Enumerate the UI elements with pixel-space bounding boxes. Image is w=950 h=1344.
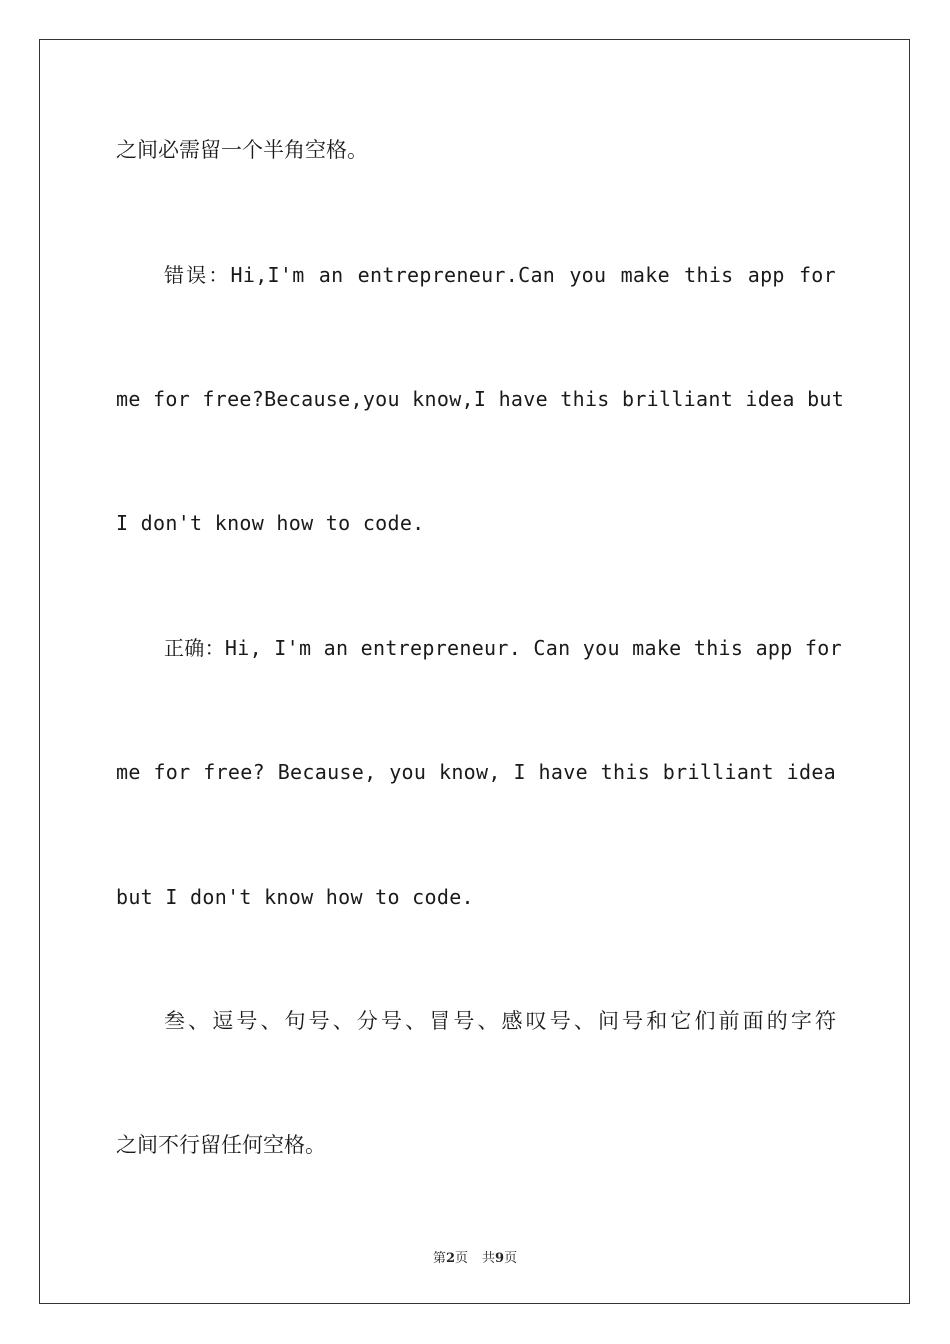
text-line-5-correct-example: 正确：Hi, I'm an entrepreneur. Can you make this app for: [164, 636, 842, 660]
page-border: [39, 39, 910, 1304]
page-label-suffix: 页: [454, 1251, 468, 1266]
text-line-1: 之间必需留一个半角空格。: [116, 138, 368, 162]
text-line-2-wrong-example: 错误：Hi,I'm an entrepreneur.Can you make this app for: [164, 263, 836, 287]
text-line-3-wrong-example: me for free?Because,you know,I have this brilliant idea but: [116, 387, 845, 411]
text-line-9-rule-three: 之间不行留任何空格。: [116, 1133, 326, 1157]
page-label-prefix: 第: [432, 1251, 446, 1266]
text-line-6-correct-example: me for free? Because, you know, I have this brilliant idea: [116, 760, 836, 784]
total-label-suffix: 页: [504, 1251, 518, 1266]
page-number: 2: [445, 1251, 455, 1266]
text-line-7-correct-example: but I don't know how to code.: [116, 885, 474, 909]
text-line-8-rule-three: 叁、逗号、句号、分号、冒号、感叹号、问号和它们前面的字符: [164, 1009, 836, 1033]
page-footer: [0, 1247, 950, 1266]
text-line-4-wrong-example: I don't know how to code.: [116, 511, 425, 535]
total-label-prefix: 共: [482, 1251, 496, 1266]
total-pages: 9: [495, 1251, 505, 1266]
